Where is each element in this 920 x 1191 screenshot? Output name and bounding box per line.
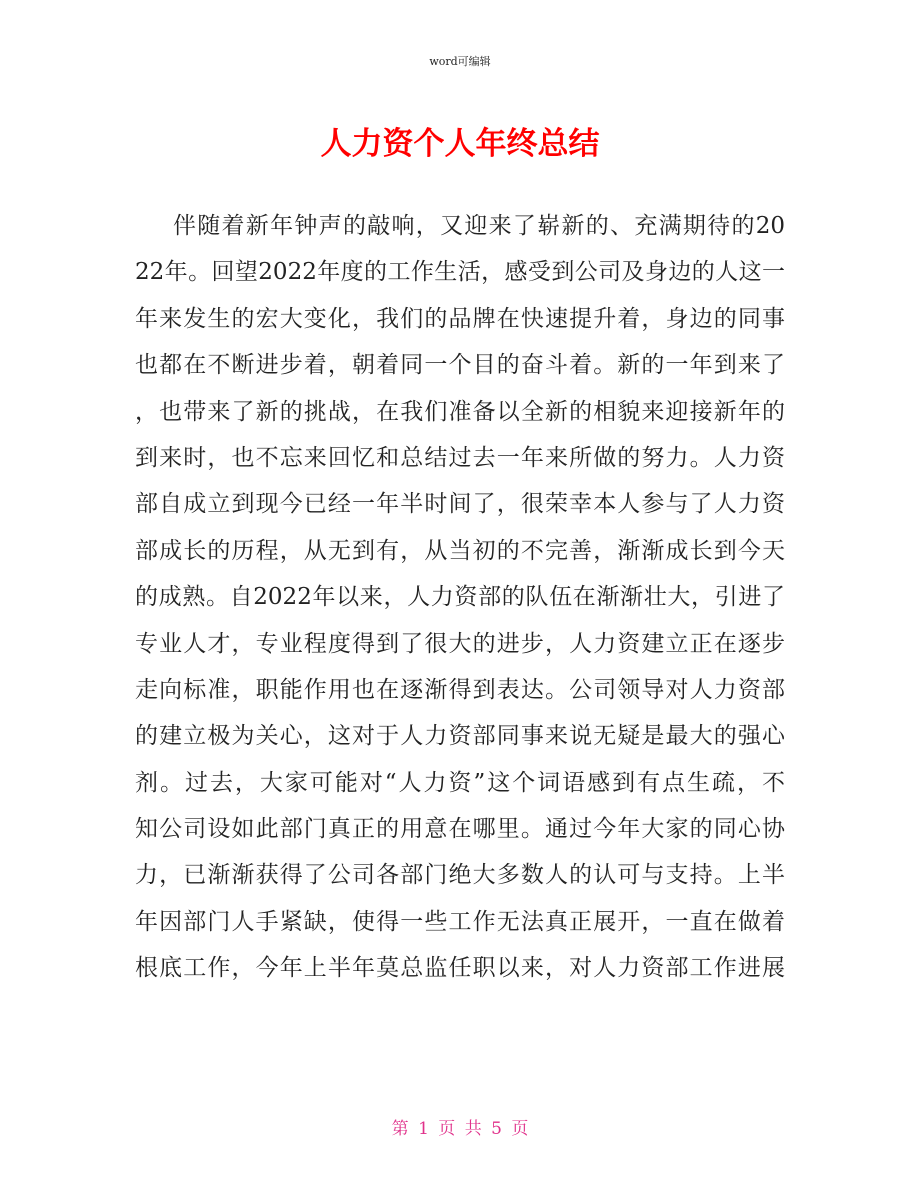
body-line: 剂。过去，大家可能对“人力资”这个词语感到有点生疏，不 [135,769,785,796]
body-line: 22年。回望2022年度的工作生活，感受到公司及身边的人这一 [135,259,785,286]
body-line: 的建立极为关心，这对于人力资部同事来说无疑是最大的强心 [135,723,785,750]
page-number-footer: 第 1 页 共 5 页 [391,1119,529,1139]
body-line: ，也带来了新的挑战，在我们准备以全新的相貌来迎接新年的 [135,398,785,425]
body-line: 到来时，也不忘来回忆和总结过去一年来所做的努力。人力资 [135,444,785,471]
body-line: 伴随着新年钟声的敲响，又迎来了崭新的、充满期待的20 [173,213,785,239]
document-title: 人力资个人年终总结 [320,126,600,162]
body-line: 知公司设如此部门真正的用意在哪里。通过今年大家的同心协 [135,816,785,843]
page-header: word可编辑 [429,55,491,68]
body-line: 部成长的历程，从无到有，从当初的不完善，渐渐成长到今天 [135,537,785,564]
body-line: 走向标准，职能作用也在逐渐得到表达。公司领导对人力资部 [135,676,785,703]
body-line: 也都在不断进步着，朝着同一个目的奋斗着。新的一年到来了 [135,352,785,379]
body-line: 根底工作，今年上半年莫总监任职以来，对人力资部工作进展 [135,955,785,982]
document-body [135,206,785,995]
body-line: 年来发生的宏大变化，我们的品牌在快速提升着，身边的同事 [135,305,785,332]
body-line: 力，已渐渐获得了公司各部门绝大多数人的认可与支持。上半 [135,862,785,889]
body-line: 部自成立到现今已经一年半时间了，很荣幸本人参与了人力资 [135,491,785,518]
body-line: 专业人才，专业程度得到了很大的进步，人力资建立正在逐步 [135,630,785,657]
body-line: 年因部门人手紧缺，使得一些工作无法真正展开，一直在做着 [135,908,785,935]
body-line: 的成熟。自2022年以来，人力资部的队伍在渐渐壮大，引进了 [135,584,785,611]
